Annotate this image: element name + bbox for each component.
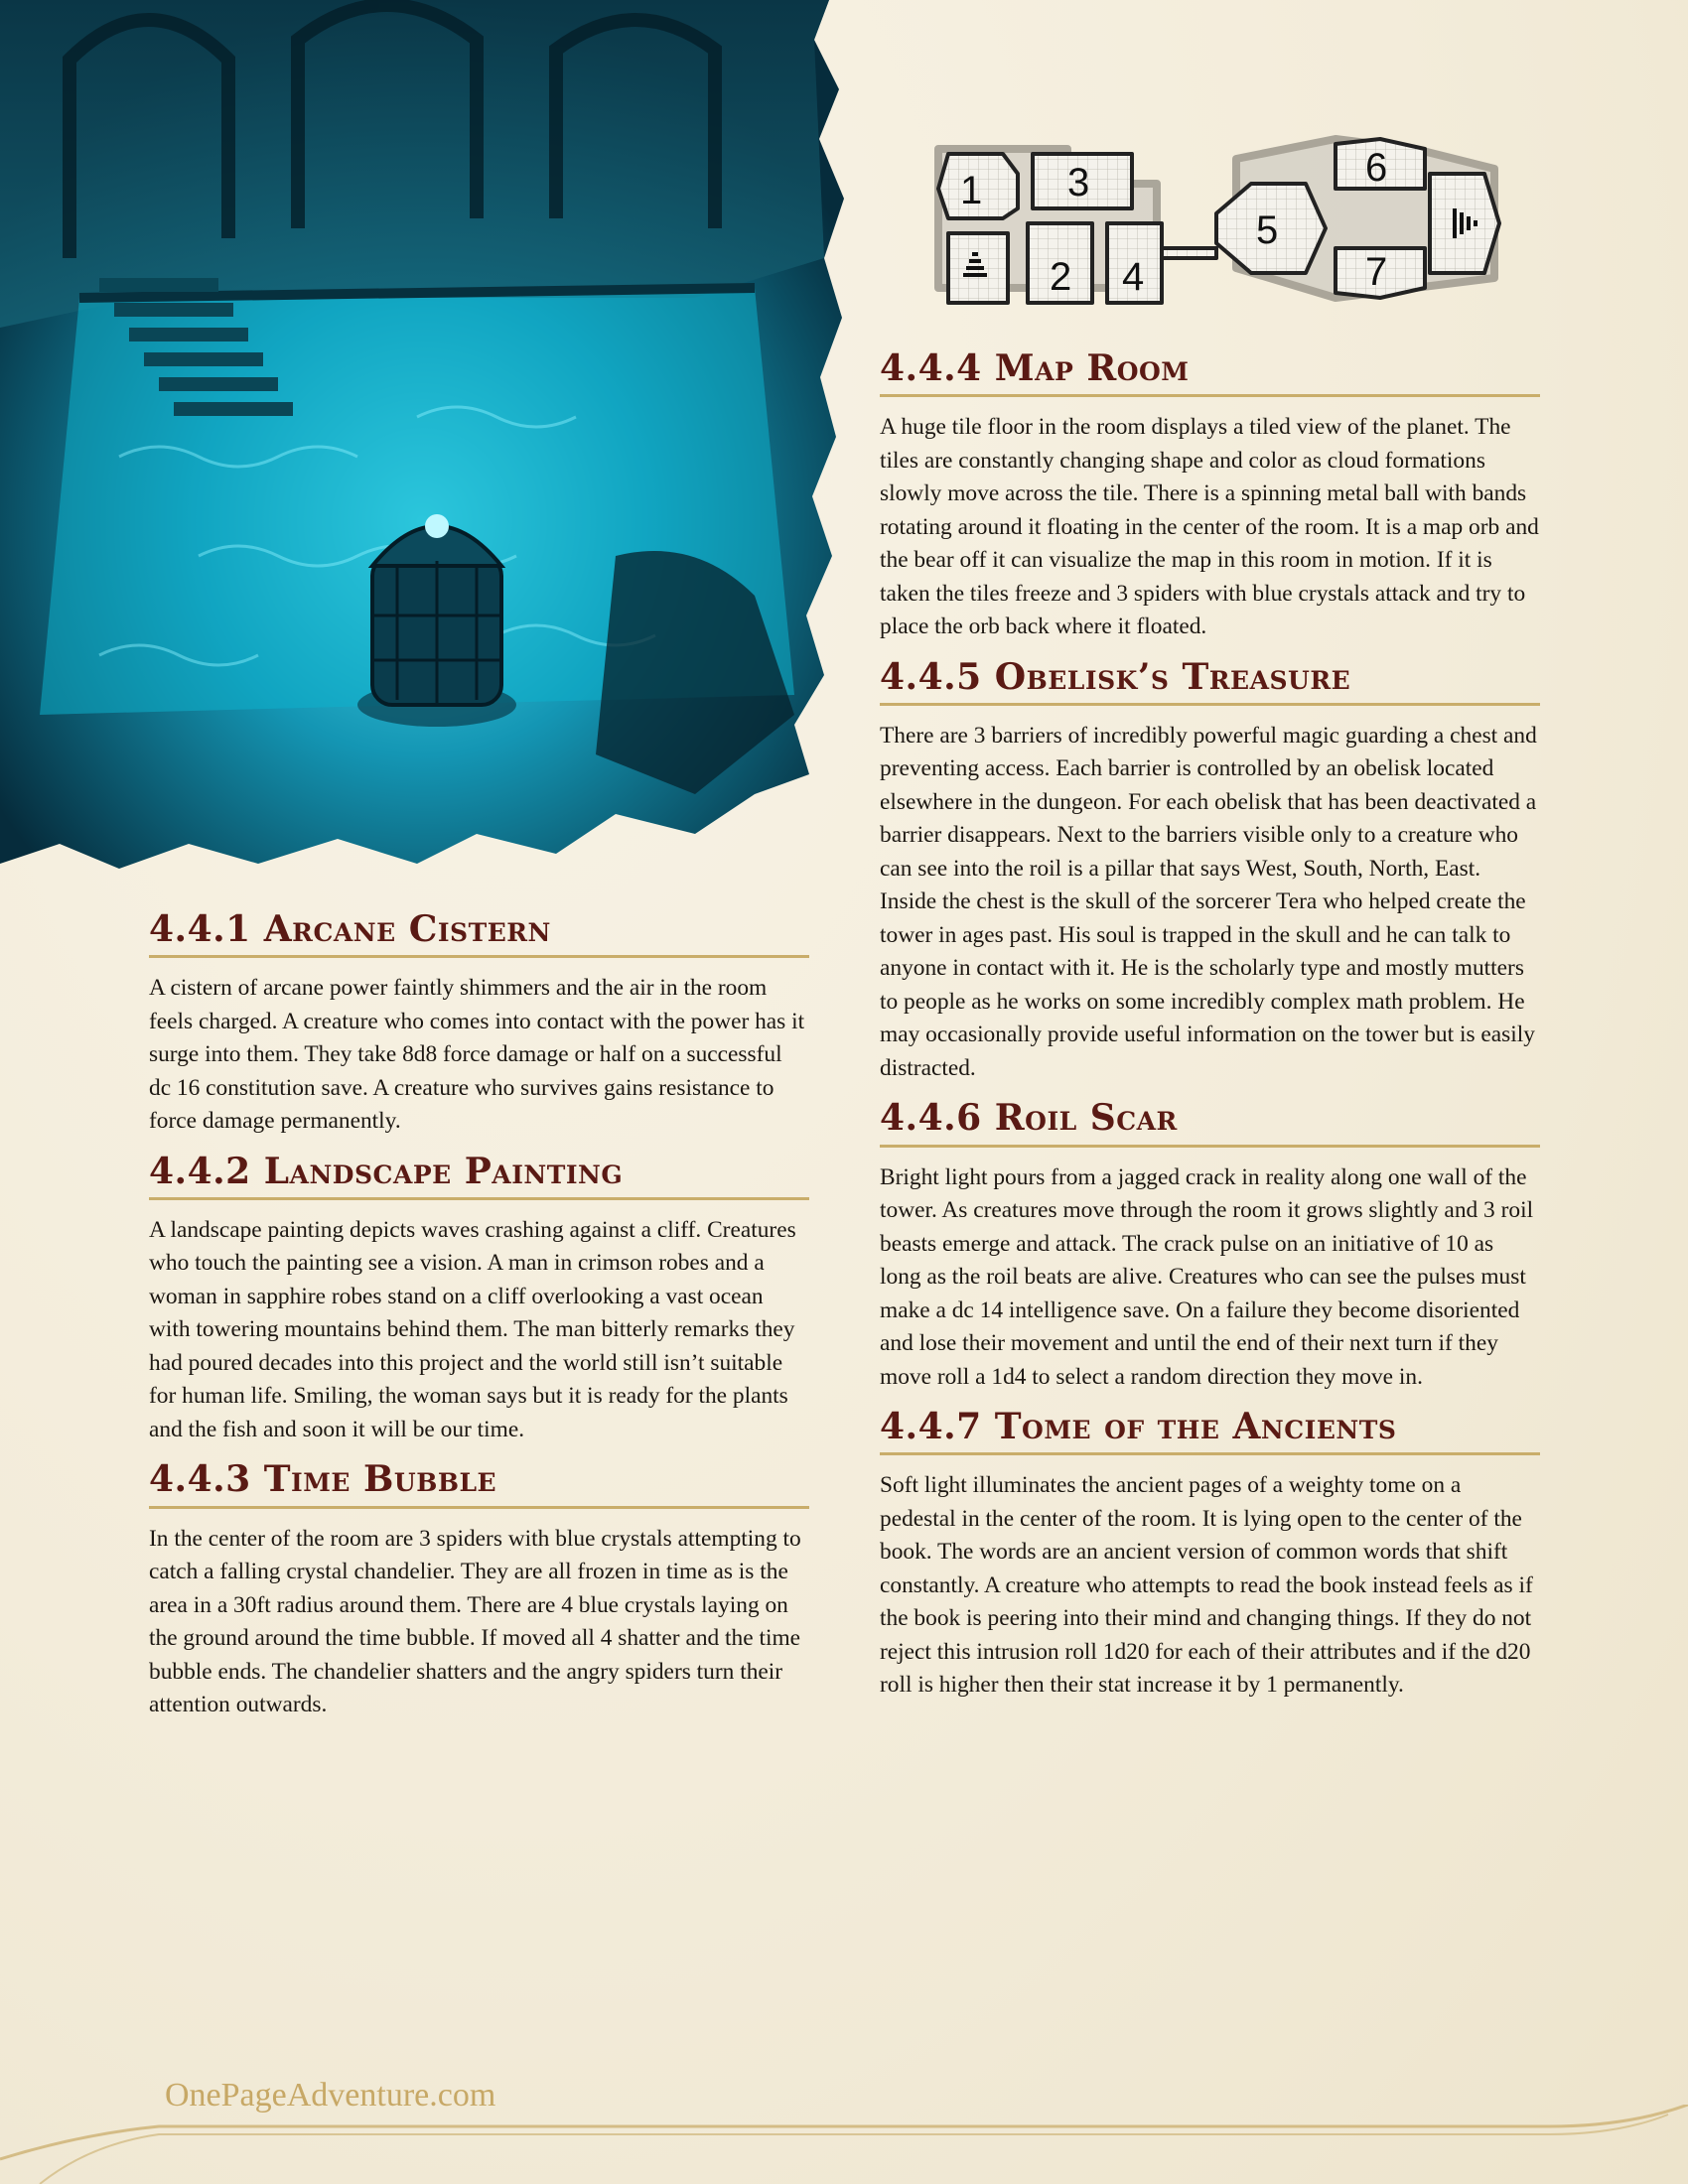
room-label: 7 — [1365, 250, 1388, 294]
section-landscape-painting — [149, 1151, 809, 1447]
section-map-room — [880, 347, 1540, 644]
section-body: A landscape painting depicts waves crashing against a cliff. Creatures who touch the painting see a vision. A man in crimson robes and a woman in sapphire robes stand on a cliff overlooking a vast ocean with towering mountains behind them. The man bitterly remarks they had poured decades into this project and the world still isn’t suitable for human life. Smiling, the woman says but it is ready for the plants and the fish and soon it will be our time. — [149, 1216, 796, 1442]
section-body: There are 3 barriers of incredibly powerful magic guarding a chest and preventing access. Each barrier is controlled by an obelisk located elsewhere in the dungeon. For each obelisk that has been deactivated a barrier disappears. Next to the barriers visible only to a creature who can see into the roil is a pillar that says West, South, North, East. Inside the chest is the skull of the sorcerer Tera who helped create the tower in ages past. His soul is trapped in the skull and he can talk to anyone in contact with it. He is the scholarly type and mostly mutters to people as he works on some incredibly complex math problem. He may occasionally provide useful information on the tower but is easily distracted. — [880, 722, 1537, 1081]
section-time-bubble — [149, 1458, 809, 1721]
section-body: Soft light illuminates the ancient pages of a weighty tome on a pedestal in the center of the room. It is lying open to the center of the book. The words are an ancient version of common words that shift constantly. A creature who attempts to read the book instead feels as if the book is peering into their mind and changing things. If they do not reject this intrusion roll 1d20 for each of their attributes and if the d20 roll is higher then their stat increase it by 1 permanently. — [880, 1472, 1533, 1699]
room-label: 1 — [960, 169, 983, 212]
room-label: 2 — [1050, 255, 1072, 299]
section-heading: 4.4.1 Arcane Cistern — [149, 908, 809, 958]
section-heading: 4.4.6 Roil Scar — [880, 1097, 1540, 1147]
left-column — [149, 908, 809, 1734]
footer-ornament — [0, 2105, 1688, 2184]
room-label: 6 — [1365, 146, 1388, 190]
section-body: In the center of the room are 3 spiders with blue crystals attempting to catch a falling crystal chandelier. They are all frozen in time as is the area in a 30ft radius around them. There are 4 blue crystals laying on the ground around the time bubble. If moved all 4 shatter and the time bubble ends. The chandelier shatters and the angry spiders turn their attention outwards. — [149, 1525, 801, 1718]
room-label: 5 — [1256, 208, 1279, 252]
section-body: A huge tile floor in the room displays a tiled view of the planet. The tiles are constantly changing shape and color as cloud formations slowly move across the tile. There is a spinning metal ball with bands rotating around it floating in the center of the room. It is a map orb and the bear off it can visualize the map in this room in motion. If it is taken the tiles freeze and 3 spiders with blue crystals attack and try to place the orb back where it floated. — [880, 414, 1539, 640]
cistern-illustration — [0, 0, 844, 874]
section-obelisks-treasure — [880, 656, 1540, 1086]
right-column — [880, 347, 1540, 1714]
section-body: Bright light pours from a jagged crack in reality along one wall of the tower. As creatures move through the room it grows slightly and 3 roil beasts emerge and attack. The crack pulse on an initiative of 10 as long as the roil beats are alive. Creatures who can see the pulses must make a dc 14 intelligence save. On a failure they become disoriented and lose their movement and until the end of their next turn if they move roll a 1d4 to select a random direction they move in. — [880, 1163, 1534, 1390]
section-heading: 4.4.2 Landscape Painting — [149, 1151, 809, 1200]
section-heading: 4.4.3 Time Bubble — [149, 1458, 809, 1508]
section-tome-of-the-ancients — [880, 1406, 1540, 1703]
section-heading: 4.4.7 Tome of the Ancients — [880, 1406, 1540, 1455]
corridor — [1162, 248, 1216, 258]
section-arcane-cistern — [149, 908, 809, 1139]
section-body: A cistern of arcane power faintly shimmers and the air in the room feels charged. A creature who comes into contact with the power has it surge into them. They take 8d8 force damage or half on a successful dc 16 constitution save. A creature who survives gains resistance to force damage permanently. — [149, 975, 805, 1135]
section-heading: 4.4.4 Map Room — [880, 347, 1540, 397]
footer-site-link[interactable]: OnePageAdventure.com — [165, 2077, 496, 2114]
room-end — [1430, 174, 1499, 273]
room-label: 4 — [1122, 255, 1145, 299]
room-label: 3 — [1067, 161, 1090, 205]
section-roil-scar — [880, 1097, 1540, 1394]
section-heading: 4.4.5 Obelisk’s Treasure — [880, 656, 1540, 706]
dungeon-map — [918, 129, 1519, 318]
